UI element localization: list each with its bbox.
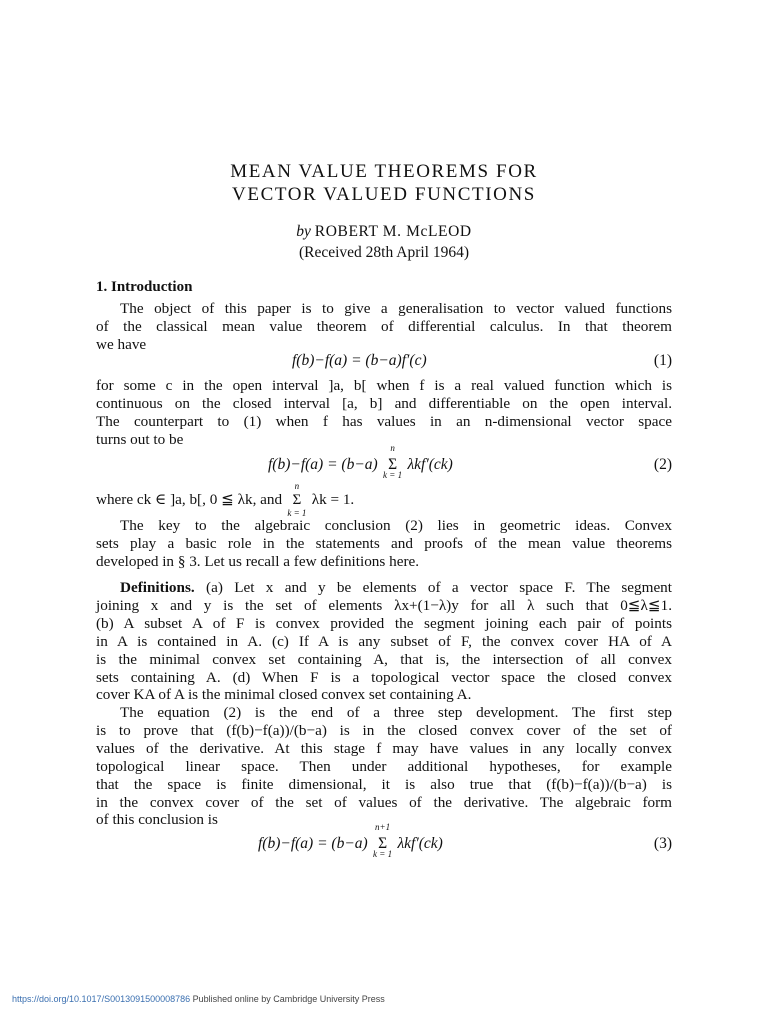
text-line: that the space is finite dimensional, it is also true that (f(b)−f(a))/(b−a) is (96, 775, 672, 793)
byline (96, 222, 672, 242)
text-line: The equation (2) is the end of a three step development. The first step (120, 704, 672, 721)
equation-body (258, 822, 443, 859)
text-line: for some c in the open interval ]a, b[ when f is a real valued function which is (96, 377, 672, 394)
author-name: ROBERT M. McLEOD (314, 223, 472, 240)
definitions-paragraph (96, 579, 672, 704)
text-line: turns out to be (96, 430, 184, 448)
section-heading: 1. Introduction (96, 279, 193, 295)
received-date: (Received 28th April 1964) (298, 244, 470, 261)
title-line-1: MEAN VALUE THEOREMS FOR (230, 161, 538, 182)
text-line: The counterpart to (1) when f has values in an n-dimensional vector space (96, 412, 672, 430)
where-line (96, 481, 672, 518)
definitions-label: Definitions. (120, 579, 195, 596)
text-line: developed in § 3. Let us recall a few definitions here. (96, 552, 420, 570)
intro-paragraph (96, 300, 672, 354)
paper-title (96, 160, 672, 206)
byline-by: by (296, 223, 311, 240)
equation-number: (3) (653, 835, 672, 852)
key-paragraph (96, 517, 672, 571)
text-line: sets play a basic role in the statements and proofs of the mean value theorems (96, 534, 672, 552)
equation-number: (1) (653, 352, 672, 369)
equation-body (268, 443, 453, 480)
text-line: sets containing A. (d) When F is a topological vector space the closed convex (96, 668, 672, 686)
definitions-text: (a) Let x and y be elements of a vector space F. The segment (206, 579, 672, 596)
text-line: of this conclusion is (96, 811, 218, 829)
summation-symbol: Σ n+1 k = 1 (374, 835, 392, 853)
summation-symbol: Σ n k = 1 (384, 456, 402, 474)
footer (12, 994, 385, 1004)
sum-upper: n+1 (375, 822, 391, 832)
text-line: values of the derivative. At this stage f may have values in any locally convex (96, 739, 672, 757)
text-line: in the convex cover of the set of values of the derivative. The algebraic form (96, 793, 672, 811)
text-line: The object of this paper is to give a generalisation to vector valued functions (120, 300, 672, 317)
text-line (96, 579, 672, 597)
after-eq1-paragraph (96, 377, 672, 449)
sum-upper: n (390, 443, 395, 453)
doi-link[interactable]: https://doi.org/10.1017/S0013091500008786 (12, 994, 191, 1004)
footer-text: Published online by Cambridge University Press (190, 994, 385, 1004)
text-line (96, 481, 672, 518)
sum-lower: k = 1 (287, 508, 307, 518)
title-line-2: VECTOR VALUED FUNCTIONS (232, 184, 536, 205)
equation-left: f(b)−f(a) = (b−a) (258, 835, 368, 852)
equation-number: (2) (653, 456, 672, 473)
text-line: (b) A subset A of F is convex provided the segment joining each pair of points (96, 614, 672, 632)
text-line: of the classical mean value theorem of differential calculus. In that theorem (96, 317, 672, 335)
text-line: The key to the algebraic conclusion (2) lies in geometric ideas. Convex (120, 517, 672, 534)
where-text-end: λk = 1. (311, 491, 355, 508)
equation-right: λkf′(ck) (407, 456, 453, 473)
summation-symbol: Σ n k = 1 (288, 491, 306, 509)
text-line: is to prove that (f(b)−f(a))/(b−a) is in the closed convex cover of the set of (96, 721, 672, 739)
sum-lower: k = 1 (383, 470, 403, 480)
text-line: joining x and y is the set of elements λx+(1−λ)y for all λ such that 0≦λ≦1. (96, 596, 672, 614)
equation-paragraph (96, 704, 672, 829)
text-line: is the minimal convex set containing A, that is, the intersection of all convex (96, 650, 672, 668)
text-line: we have (96, 335, 147, 353)
equation-body: f(b)−f(a) = (b−a)f′(c) (292, 352, 427, 369)
text-line: continuous on the closed interval [a, b] and differentiable on the open interval. (96, 394, 672, 412)
text-line: in A is contained in A. (c) If A is any subset of F, the convex cover HA of A (96, 632, 672, 650)
where-text: where ck ∈ ]a, b[, 0 ≦ λk, and (96, 491, 283, 508)
equation-right: λkf′(ck) (397, 835, 443, 852)
text-line: topological linear space. Then under additional hypotheses, for example (96, 757, 672, 775)
sum-upper: n (294, 481, 300, 491)
text-line: cover KA of A is the minimal closed convex set containing A. (96, 686, 472, 704)
equation-left: f(b)−f(a) = (b−a) (268, 456, 378, 473)
sum-lower: k = 1 (373, 849, 393, 859)
